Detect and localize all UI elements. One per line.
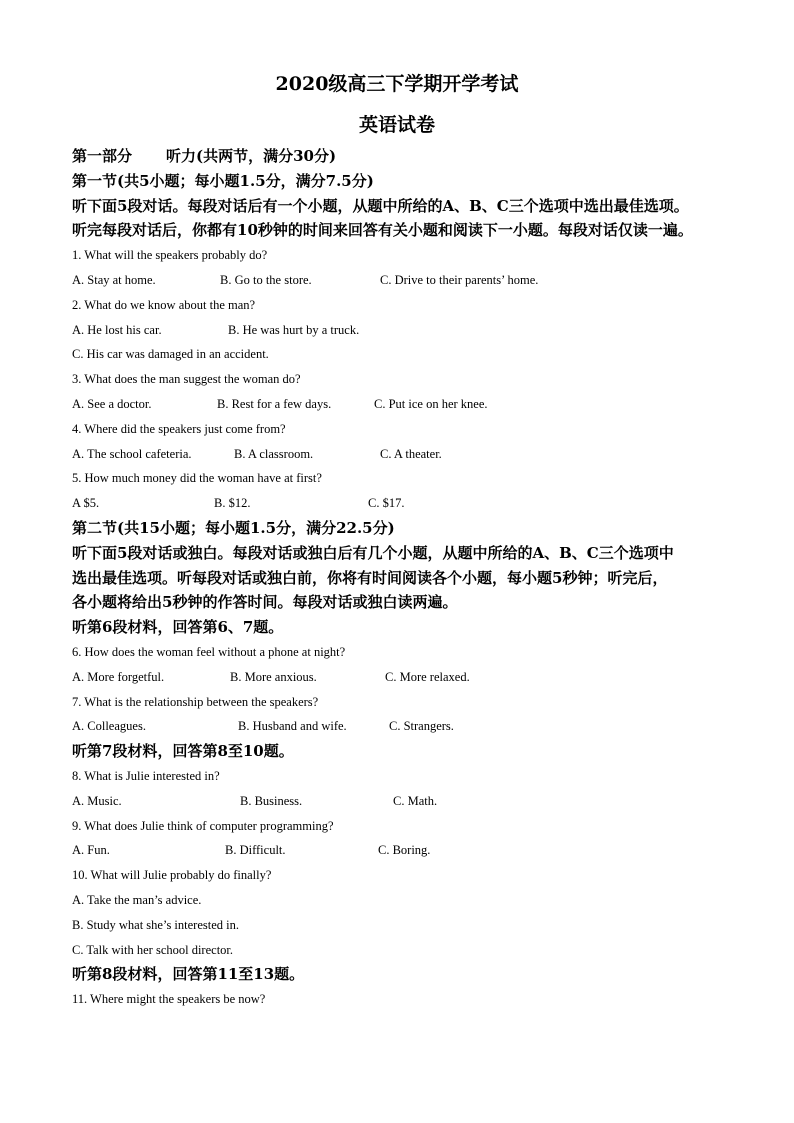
option: A. He lost his car. [72, 322, 162, 337]
option: B. He was hurt by a truck. [228, 322, 360, 337]
option: C. $17. [368, 496, 405, 511]
section2-instruction: 各小题将给出5秒钟的作答时间。每段对话或独白读两遍。 [72, 593, 458, 612]
option: B. $12. [214, 496, 251, 511]
question-options [72, 318, 732, 343]
question-text: 3. What does the man suggest the woman do? [72, 372, 301, 387]
question-text: 8. What is Julie interested in? [72, 768, 220, 783]
exam-title: 2020级高三下学期开学考试 [275, 73, 519, 95]
option: B. More anxious. [230, 669, 317, 684]
question-options [72, 442, 732, 467]
option: B. Go to the store. [220, 272, 312, 287]
part1-name: 第一部分 [72, 147, 133, 165]
section2-heading: 第二节(共15小题；每小题1.5分，满分22.5分) [72, 518, 395, 537]
question-options [72, 714, 732, 739]
section1-instruction: 听下面5段对话。每段对话后有一个小题，从题中所给的A、B、C三个选项中选出最佳选项。 [72, 196, 689, 215]
option: A $5. [72, 496, 100, 511]
option: B. Study what she’s interested in. [72, 917, 239, 932]
option: A. Music. [72, 793, 122, 808]
option: C. Boring. [378, 843, 431, 858]
option: B. Husband and wife. [238, 719, 347, 734]
option: B. Business. [240, 793, 303, 808]
question-options [72, 392, 732, 417]
option: B. Rest for a few days. [217, 396, 332, 411]
part1-heading [72, 144, 732, 169]
option: C. Put ice on her knee. [374, 396, 488, 411]
option: A. Fun. [72, 843, 110, 858]
question-text: 9. What does Julie think of computer programming? [72, 818, 334, 833]
section1-instruction: 听完每段对话后，你都有10秒钟的时间来回答有关小题和阅读下一小题。每段对话仅读一遍。 [72, 221, 693, 240]
option: C. Math. [393, 793, 438, 808]
question-text: 5. How much money did the woman have at first? [72, 471, 322, 486]
question-options [72, 342, 732, 367]
question-options [72, 491, 732, 516]
question-options [72, 789, 732, 814]
question-text: 4. Where did the speakers just come from? [72, 421, 286, 436]
question-text: 2. What do we know about the man? [72, 297, 256, 312]
question-text: 10. What will Julie probably do finally? [72, 868, 272, 883]
question-options [72, 268, 732, 293]
option: C. More relaxed. [385, 669, 470, 684]
question-text: 7. What is the relationship between the speakers? [72, 694, 319, 709]
option: A. More forgetful. [72, 669, 165, 684]
question-text: 11. Where might the speakers be now? [72, 992, 266, 1007]
material-label: 听第6段材料，回答第6、7题。 [72, 618, 284, 637]
question-options [72, 665, 732, 690]
section2-instruction: 选出最佳选项。听每段对话或独白前，你将有时间阅读各个小题，每小题5秒钟；听完后， [72, 568, 668, 587]
section2-instruction: 听下面5段对话或独白。每段对话或独白后有几个小题，从题中所给的A、B、C三个选项中 [72, 543, 674, 562]
option: C. Talk with her school director. [72, 942, 234, 957]
option: C. His car was damaged in an accident. [72, 347, 269, 362]
option: A. Colleagues. [72, 719, 146, 734]
option: C. Drive to their parents’ home. [380, 272, 539, 287]
material-label: 听第7段材料，回答第8至10题。 [72, 742, 294, 761]
exam-subtitle: 英语试卷 [358, 114, 435, 136]
part1-title: 听力(共两节，满分30分) [166, 147, 337, 165]
option: A. Stay at home. [72, 272, 156, 287]
question-text: 1. What will the speakers probably do? [72, 248, 268, 263]
option: C. A theater. [380, 446, 442, 461]
material-label: 听第8段材料，回答第11至13题。 [72, 965, 305, 984]
option: B. A classroom. [234, 446, 314, 461]
option: C. Strangers. [389, 719, 454, 734]
option: A. See a doctor. [72, 396, 152, 411]
question-options [72, 838, 732, 863]
option: B. Difficult. [225, 843, 286, 858]
section1-heading: 第一节(共5小题；每小题1.5分，满分7.5分) [72, 171, 374, 190]
option: A. The school cafeteria. [72, 446, 192, 461]
option: A. Take the man’s advice. [72, 892, 202, 907]
question-text: 6. How does the woman feel without a phone at night? [72, 644, 346, 659]
exam-content [72, 144, 732, 1012]
